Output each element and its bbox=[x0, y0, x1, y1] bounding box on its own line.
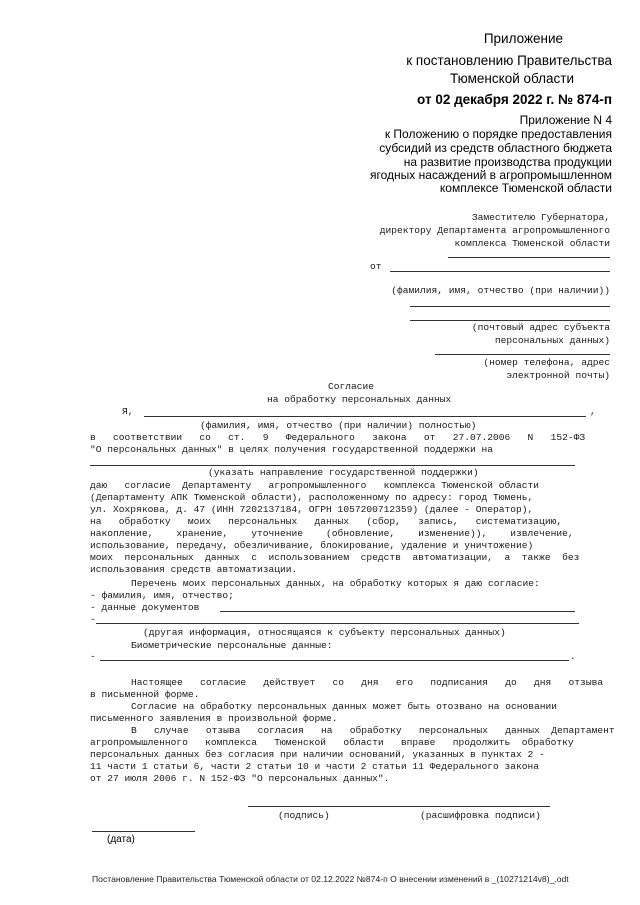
list-item: - данные документов bbox=[90, 602, 200, 613]
fio-hint: (фамилия, имя, отчество (при наличии)) bbox=[391, 285, 610, 296]
documents-field[interactable] bbox=[220, 611, 575, 612]
full-name-field[interactable] bbox=[144, 416, 586, 417]
annex-line: ягодных насаждений в агропромышленном bbox=[370, 168, 612, 182]
postal-hint: (почтовый адрес субъекта bbox=[471, 322, 610, 333]
blank-line[interactable] bbox=[448, 257, 610, 258]
withdrawal-line: В случае отзыва согласия на обработку персональных данных Департамент bbox=[131, 725, 615, 736]
support-hint: (указать направление государственной поддержки) bbox=[208, 467, 479, 478]
support-field[interactable] bbox=[90, 465, 575, 466]
postal-hint: персональных данных) bbox=[494, 335, 610, 346]
body-line: на обработку моих персональных данных (сбор, запись, систематизацию, bbox=[90, 516, 563, 527]
law-line: "О персональных данных" в целях получения государственной поддержки на bbox=[90, 444, 494, 455]
body-line: моих персональных данных с использованием средств автоматизации, а также без bbox=[90, 552, 580, 563]
from-label: от bbox=[370, 261, 382, 272]
withdrawal-line: агропромышленного комплекса Тюменской области вправе продолжить обработку bbox=[90, 737, 574, 748]
footer-filename: Постановление Правительства Тюменской области от 02.12.2022 №874-п О внесении изменений в _(10271214v8)_.odt bbox=[92, 874, 569, 884]
header-date-number: от 02 декабря 2022 г. № 874-п bbox=[417, 92, 612, 107]
body-line: ул. Хохрякова, д. 47 (ИНН 7202137184, ОГРН 1057200712359) (далее - Оператор), bbox=[90, 504, 534, 515]
withdrawal-line: от 27 июля 2006 г. N 152-ФЗ "О персональных данных". bbox=[90, 773, 390, 784]
phone-field[interactable] bbox=[435, 354, 610, 355]
annex-line: к Положению о порядке предоставления bbox=[384, 127, 612, 141]
body-line: накопление, хранение, уточнение (обновление, изменение)), извлечение, bbox=[90, 528, 574, 539]
addressee-line: директору Департамента агропромышленного bbox=[379, 225, 610, 236]
validity-line: в письменной форме. bbox=[90, 689, 200, 700]
full-name-hint: (фамилия, имя, отчество (при наличии) полностью) bbox=[200, 420, 477, 431]
bio-dash: - bbox=[90, 651, 96, 662]
header-region-line: Тюменской области bbox=[450, 71, 574, 86]
list-intro: Перечень моих персональных данных, на обработку которых я даю согласие: bbox=[131, 578, 540, 589]
addressee-line: комплекса Тюменской области bbox=[454, 238, 610, 249]
header-appendix-label: Приложение bbox=[483, 31, 563, 46]
decode-hint: (расшифровка подписи) bbox=[420, 810, 541, 821]
bio-dot: . bbox=[570, 651, 576, 662]
withdrawal-line: 11 части 1 статьи 6, части 2 статьи 10 и части 2 статьи 11 Федерального закона bbox=[90, 761, 540, 772]
body-line: использование, передачу, обезличивание, блокирование, удаление и уничтожение) bbox=[90, 540, 534, 551]
consent-subtitle: на обработку персональных данных bbox=[267, 394, 452, 405]
annex-line: на развитие производства продукции bbox=[403, 155, 612, 169]
consent-title: Согласие bbox=[328, 381, 375, 392]
annex-title: Приложение N 4 bbox=[519, 113, 612, 127]
date-label: (дата) bbox=[107, 834, 135, 845]
from-field[interactable] bbox=[390, 271, 610, 272]
i-end-comma: , bbox=[590, 406, 596, 417]
postal-field[interactable] bbox=[410, 306, 610, 307]
postal-field[interactable] bbox=[410, 320, 610, 321]
annex-line: субсидий из средств областного бюджета bbox=[379, 141, 612, 155]
phone-hint: электронной почты) bbox=[506, 370, 610, 381]
law-line: в соответствии со ст. 9 Федерального закона от 27.07.2006 N 152-ФЗ bbox=[90, 432, 586, 443]
biometric-label: Биометрические персональные данные: bbox=[131, 640, 333, 651]
revocation-line: письменного заявления в произвольной форме. bbox=[90, 713, 338, 724]
body-line: даю согласие Департаменту агропромышленного комплекса Тюменской области bbox=[90, 480, 540, 491]
validity-line: Настоящее согласие действует со дня его подписания до дня отзыва bbox=[131, 677, 604, 688]
body-line: использования средств автоматизации. bbox=[90, 564, 298, 575]
phone-hint: (номер телефона, адрес bbox=[483, 357, 610, 368]
biometric-field[interactable] bbox=[100, 660, 569, 661]
body-line: (Департаменту АПК Тюменской области), расположенному по адресу: город Тюмень, bbox=[90, 492, 534, 503]
date-field[interactable] bbox=[92, 831, 195, 832]
other-info-hint: (другая информация, относящаяся к субъекту персональных данных) bbox=[143, 627, 506, 638]
withdrawal-line: персональных данных без согласия при наличии оснований, указанных в пунктах 2 - bbox=[90, 749, 545, 760]
other-info-field[interactable] bbox=[96, 623, 579, 624]
addressee-line: Заместителю Губернатора, bbox=[471, 212, 610, 223]
signature-field[interactable] bbox=[248, 806, 550, 807]
i-label: Я, bbox=[122, 406, 134, 417]
annex-line: комплексе Тюменской области bbox=[439, 181, 612, 195]
list-item: - bbox=[90, 614, 96, 625]
header-resolution-line: к постановлению Правительства bbox=[406, 53, 612, 68]
revocation-line: Согласие на обработку персональных данных может быть отозвано на основании bbox=[131, 701, 558, 712]
signature-hint: (подпись) bbox=[278, 810, 330, 821]
list-item: - фамилия, имя, отчество; bbox=[90, 590, 234, 601]
